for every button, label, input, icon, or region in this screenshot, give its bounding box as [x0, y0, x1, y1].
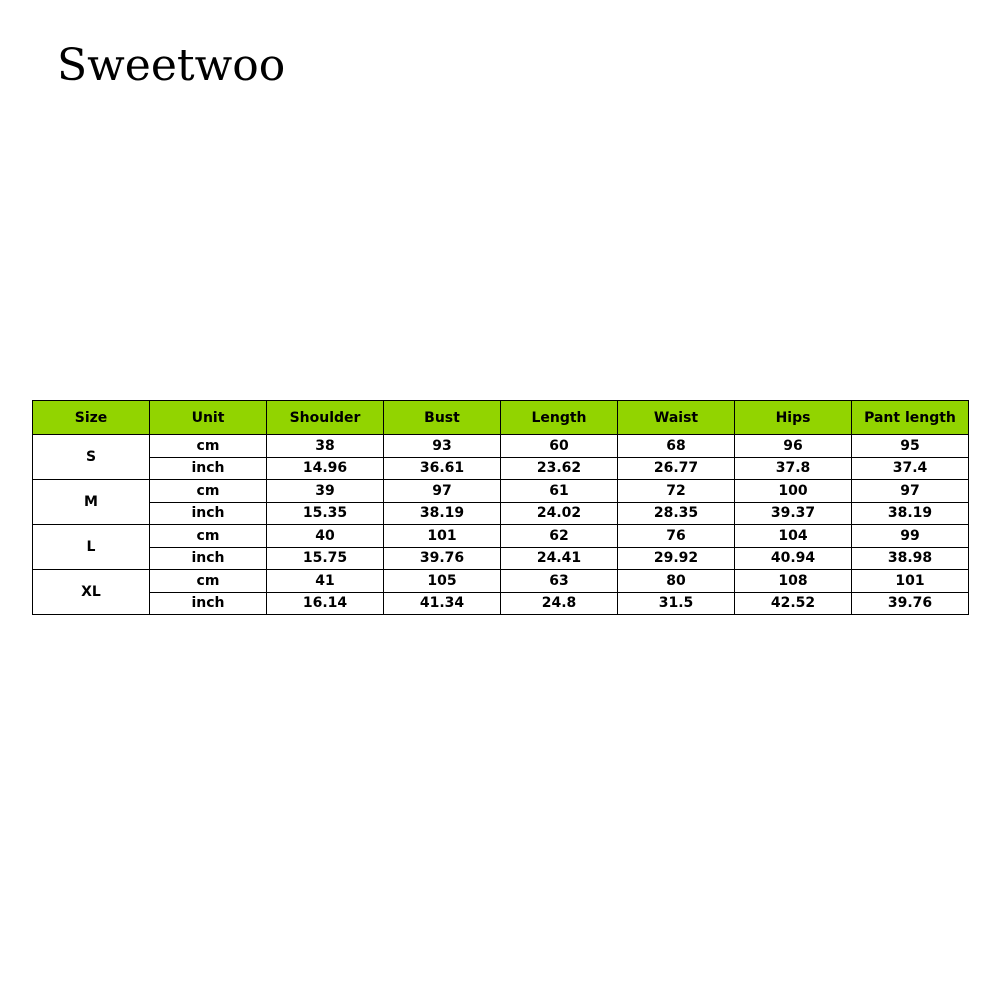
bust-cell: 38.19: [384, 502, 501, 525]
table-row: [33, 457, 969, 480]
table-row: [33, 592, 969, 615]
table-row: [33, 547, 969, 570]
unit-cell: cm: [150, 525, 267, 548]
size-cell: XL: [33, 570, 150, 615]
length-cell: 24.8: [501, 592, 618, 615]
bust-cell: 101: [384, 525, 501, 548]
bust-cell: 39.76: [384, 547, 501, 570]
unit-cell: cm: [150, 435, 267, 458]
hips-cell: 104: [735, 525, 852, 548]
table-row: [33, 525, 969, 548]
bust-cell: 36.61: [384, 457, 501, 480]
hips-cell: 108: [735, 570, 852, 593]
pant-length-cell: 97: [852, 480, 969, 503]
waist-cell: 29.92: [618, 547, 735, 570]
length-cell: 61: [501, 480, 618, 503]
shoulder-cell: 16.14: [267, 592, 384, 615]
shoulder-cell: 41: [267, 570, 384, 593]
length-cell: 60: [501, 435, 618, 458]
waist-cell: 68: [618, 435, 735, 458]
size-cell: S: [33, 435, 150, 480]
table-row: [33, 480, 969, 503]
header-unit: Unit: [150, 401, 267, 435]
header-size: Size: [33, 401, 150, 435]
table-row: [33, 570, 969, 593]
waist-cell: 28.35: [618, 502, 735, 525]
waist-cell: 80: [618, 570, 735, 593]
unit-cell: inch: [150, 547, 267, 570]
shoulder-cell: 39: [267, 480, 384, 503]
length-cell: 23.62: [501, 457, 618, 480]
hips-cell: 96: [735, 435, 852, 458]
shoulder-cell: 40: [267, 525, 384, 548]
size-chart-table: [32, 400, 969, 615]
header-bust: Bust: [384, 401, 501, 435]
waist-cell: 26.77: [618, 457, 735, 480]
shoulder-cell: 15.75: [267, 547, 384, 570]
length-cell: 62: [501, 525, 618, 548]
bust-cell: 105: [384, 570, 501, 593]
shoulder-cell: 15.35: [267, 502, 384, 525]
hips-cell: 37.8: [735, 457, 852, 480]
pant-length-cell: 38.19: [852, 502, 969, 525]
table-row: [33, 502, 969, 525]
size-chart-body: [33, 435, 969, 615]
hips-cell: 100: [735, 480, 852, 503]
unit-cell: inch: [150, 457, 267, 480]
pant-length-cell: 37.4: [852, 457, 969, 480]
unit-cell: cm: [150, 480, 267, 503]
pant-length-cell: 99: [852, 525, 969, 548]
bust-cell: 41.34: [384, 592, 501, 615]
unit-cell: cm: [150, 570, 267, 593]
bust-cell: 93: [384, 435, 501, 458]
header-waist: Waist: [618, 401, 735, 435]
size-cell: M: [33, 480, 150, 525]
length-cell: 63: [501, 570, 618, 593]
pant-length-cell: 101: [852, 570, 969, 593]
length-cell: 24.41: [501, 547, 618, 570]
header-hips: Hips: [735, 401, 852, 435]
waist-cell: 72: [618, 480, 735, 503]
bust-cell: 97: [384, 480, 501, 503]
unit-cell: inch: [150, 502, 267, 525]
pant-length-cell: 39.76: [852, 592, 969, 615]
waist-cell: 76: [618, 525, 735, 548]
hips-cell: 40.94: [735, 547, 852, 570]
hips-cell: 42.52: [735, 592, 852, 615]
pant-length-cell: 95: [852, 435, 969, 458]
length-cell: 24.02: [501, 502, 618, 525]
size-chart-header: [33, 401, 969, 435]
hips-cell: 39.37: [735, 502, 852, 525]
table-row: [33, 435, 969, 458]
shoulder-cell: 14.96: [267, 457, 384, 480]
size-cell: L: [33, 525, 150, 570]
shoulder-cell: 38: [267, 435, 384, 458]
header-row: [33, 401, 969, 435]
brand-logo-text: Sweetwoo: [57, 40, 286, 91]
pant-length-cell: 38.98: [852, 547, 969, 570]
header-pant-length: Pant length: [852, 401, 969, 435]
unit-cell: inch: [150, 592, 267, 615]
header-length: Length: [501, 401, 618, 435]
header-shoulder: Shoulder: [267, 401, 384, 435]
waist-cell: 31.5: [618, 592, 735, 615]
